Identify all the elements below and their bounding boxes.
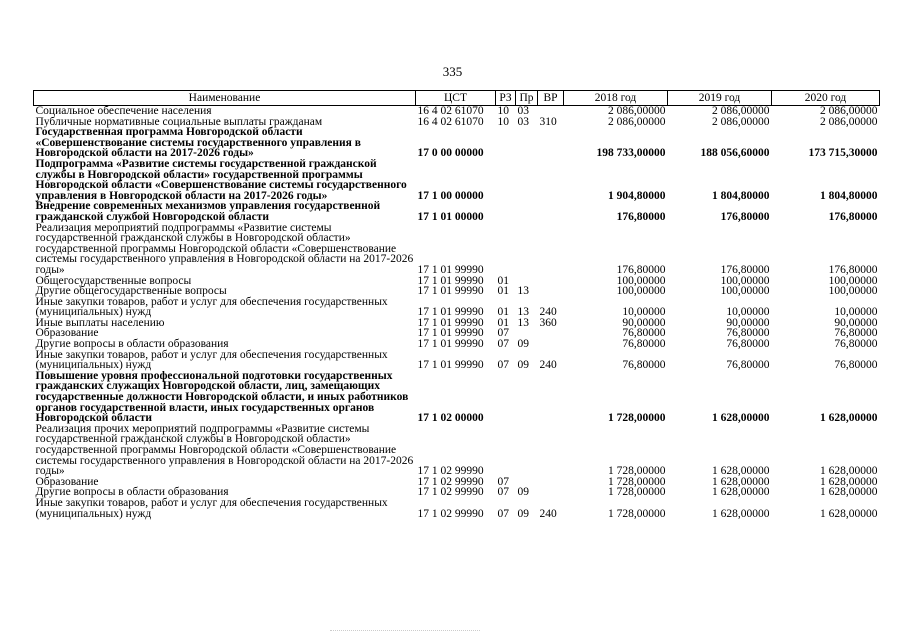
cell-name: Другие общегосударственные вопросы (35, 285, 227, 298)
table-row (34, 159, 880, 201)
cell-y2019: 176,80000 (720, 263, 770, 276)
cell-cst: 16 4 02 61070 (417, 105, 484, 117)
cell-rz: 10 (497, 105, 509, 117)
cell-rz: 07 (497, 359, 509, 372)
cell-pr (516, 371, 538, 424)
cell-y2019: 1 628,00000 (712, 412, 770, 425)
cell-y2019: 90,00000 (726, 316, 770, 329)
cell-pr: 09 (517, 486, 529, 499)
cell-cst: 17 1 01 00000 (417, 210, 484, 223)
cell-y2019: 2 086,00000 (712, 105, 770, 117)
cell-y2018: 2 086,00000 (608, 115, 666, 128)
cell-cst: 17 1 02 00000 (417, 412, 484, 425)
cell-vr: 240 (539, 507, 557, 520)
cell-rz (496, 201, 516, 222)
cell-pr: 13 (517, 306, 529, 319)
cell-y2020: 100,00000 (828, 274, 878, 287)
cell-cst: 16 4 02 61070 (417, 115, 484, 128)
cell-rz (496, 223, 516, 276)
cell-vr (538, 201, 564, 222)
cell-name: Публичные нормативные социальные выплаты гражданам (35, 115, 323, 128)
cell-rz: 01 (497, 274, 509, 287)
cell-vr (538, 487, 564, 498)
cell-y2019: 1 628,00000 (712, 475, 770, 488)
cell-name: Иные закупки товаров, работ и услуг для обеспечения государственных (муниципальных) нужд (35, 496, 388, 520)
cell-rz (496, 159, 516, 201)
cell-y2018: 90,00000 (622, 316, 666, 329)
cell-y2020: 1 628,00000 (820, 486, 878, 499)
cell-y2018: 1 728,00000 (608, 486, 666, 499)
cell-rz: 01 (497, 316, 509, 329)
cell-name: Другие вопросы в области образования (35, 486, 229, 499)
page-number: 335 (442, 64, 463, 79)
table-row (34, 127, 880, 159)
cell-vr (538, 328, 564, 339)
cell-vr (538, 424, 564, 477)
header-2019: 2019 год (668, 91, 772, 106)
cell-vr (538, 276, 564, 287)
cell-y2018: 10,00000 (622, 306, 666, 319)
header-vr: ВР (538, 91, 564, 106)
cell-cst: 17 1 02 99990 (417, 486, 484, 499)
cell-name: Социальное обеспечение населения (35, 105, 212, 117)
header-pr: Пр (516, 91, 538, 106)
cell-pr (516, 201, 538, 222)
cell-name: Повышение уровня профессиональной подготовки государственных гражданских служащих Новгородской области, лиц, замещающих государственные должности Новгородской области, и иных работников органов государственной власти, иных государственных органов Новгородской области (35, 369, 409, 425)
table-row (34, 350, 880, 371)
cell-cst: 17 1 00 00000 (417, 189, 484, 202)
scan-artifact (330, 630, 480, 633)
cell-rz: 01 (497, 285, 509, 298)
cell-y2020: 2 086,00000 (820, 115, 878, 128)
cell-y2019: 1 804,80000 (712, 189, 770, 202)
cell-y2018: 1 728,00000 (608, 475, 666, 488)
cell-name: Государственная программа Новгородской области «Совершенствование системы государственного управления в Новгородской области на 2017-2026 годы» (35, 126, 361, 160)
cell-y2019: 10,00000 (726, 306, 770, 319)
cell-y2019: 1 628,00000 (712, 465, 770, 478)
cell-y2020: 1 628,00000 (820, 465, 878, 478)
cell-y2020: 76,80000 (834, 359, 878, 372)
cell-y2019: 76,80000 (726, 327, 770, 340)
cell-name: Образование (35, 475, 99, 488)
cell-y2018: 100,00000 (616, 285, 666, 298)
cell-y2020: 90,00000 (834, 316, 878, 329)
cell-y2020: 176,80000 (828, 263, 878, 276)
cell-y2019: 188 056,60000 (700, 147, 770, 160)
cell-name: Другие вопросы в области образования (35, 338, 229, 351)
cell-vr (538, 127, 564, 159)
cell-name: Иные закупки товаров, работ и услуг для обеспечения государственных (муниципальных) нужд (35, 348, 388, 372)
cell-pr: 09 (517, 338, 529, 351)
cell-vr (538, 477, 564, 488)
cell-y2020: 10,00000 (834, 306, 878, 319)
cell-y2019: 100,00000 (720, 285, 770, 298)
header-name: Наименование (34, 91, 416, 106)
cell-y2019: 2 086,00000 (712, 115, 770, 128)
cell-name: Иные выплаты населению (35, 316, 165, 329)
cell-y2018: 1 728,00000 (608, 465, 666, 478)
cell-vr (538, 339, 564, 350)
header-cst: ЦСТ (416, 91, 496, 106)
cell-y2020: 76,80000 (834, 327, 878, 340)
cell-cst: 17 1 02 99990 (417, 465, 484, 478)
table-row (34, 201, 880, 222)
cell-vr: 310 (539, 115, 557, 128)
cell-pr (516, 223, 538, 276)
cell-pr: 03 (517, 105, 529, 117)
cell-name: Подпрограмма «Развитие системы государственной гражданской службы в Новгородской области» государственной программы Новгородской области «Совершенствование системы государственного управления в Новгородской области на 2017-2026 годы» (35, 157, 407, 202)
cell-y2018: 1 728,00000 (608, 507, 666, 520)
table-row (34, 297, 880, 318)
table-row (34, 498, 880, 519)
cell-cst: 17 1 01 99990 (417, 263, 484, 276)
header-rz: РЗ (496, 91, 516, 106)
cell-y2018: 100,00000 (616, 274, 666, 287)
cell-vr: 240 (539, 306, 557, 319)
cell-y2018: 2 086,00000 (608, 105, 666, 117)
cell-rz: 10 (497, 115, 509, 128)
cell-y2020: 1 628,00000 (820, 475, 878, 488)
cell-y2020: 1 628,00000 (820, 507, 878, 520)
cell-name: Внедрение современных механизмов управления государственной гражданской службой Новгородской области (35, 200, 381, 223)
cell-vr (538, 223, 564, 276)
cell-y2018: 176,80000 (616, 263, 666, 276)
cell-rz (496, 127, 516, 159)
cell-vr (538, 371, 564, 424)
cell-y2020: 1 804,80000 (820, 189, 878, 202)
cell-name: Общегосударственные вопросы (35, 274, 192, 287)
cell-rz (496, 371, 516, 424)
cell-y2018: 198 733,00000 (596, 147, 666, 160)
cell-rz: 07 (497, 475, 509, 488)
cell-vr: 360 (539, 316, 557, 329)
table-row (34, 223, 880, 276)
cell-rz: 07 (497, 507, 509, 520)
cell-y2018: 1 728,00000 (608, 412, 666, 425)
cell-y2018: 76,80000 (622, 338, 666, 351)
cell-pr: 03 (517, 115, 529, 128)
cell-pr: 13 (517, 316, 529, 329)
cell-pr: 09 (517, 507, 529, 520)
cell-y2020: 100,00000 (828, 285, 878, 298)
header-2018: 2018 год (564, 91, 668, 106)
cell-y2019: 176,80000 (720, 210, 770, 223)
cell-pr (516, 424, 538, 477)
cell-vr: 240 (539, 359, 557, 372)
cell-y2020: 76,80000 (834, 338, 878, 351)
cell-cst: 17 1 01 99990 (417, 316, 484, 329)
cell-y2018: 176,80000 (616, 210, 666, 223)
cell-name: Реализация мероприятий подпрограммы «Развитие системы государственной гражданской службы в Новгородской области» государственной программы Новгородской области «Совершенствование системы государственного управления в Новгородской области на 2017-2026 годы» (35, 221, 414, 276)
cell-cst: 17 1 01 99990 (417, 338, 484, 351)
budget-table (33, 90, 880, 519)
cell-rz: 07 (497, 327, 509, 340)
cell-y2018: 76,80000 (622, 327, 666, 340)
cell-cst: 17 1 01 99990 (417, 285, 484, 298)
cell-pr (516, 159, 538, 201)
table-header-row (34, 91, 880, 106)
cell-pr: 09 (517, 359, 529, 372)
cell-cst: 17 1 01 99990 (417, 306, 484, 319)
cell-pr (516, 127, 538, 159)
cell-y2019: 1 628,00000 (712, 507, 770, 520)
cell-vr (538, 286, 564, 297)
cell-y2018: 76,80000 (622, 359, 666, 372)
cell-name: Реализация прочих мероприятий подпрограммы «Развитие системы государственной гражданской службы в Новгородской области» государственной программы Новгородской области «Совершенствование системы государственного управления в Новгородской области на 2017-2026 годы» (35, 422, 414, 478)
cell-cst: 17 1 02 99990 (417, 507, 484, 520)
cell-cst: 17 1 01 99990 (417, 274, 484, 287)
cell-rz: 07 (497, 338, 509, 351)
table-row (34, 424, 880, 477)
cell-cst: 17 1 01 99990 (417, 327, 484, 340)
cell-y2019: 100,00000 (720, 274, 770, 287)
cell-y2019: 1 628,00000 (712, 486, 770, 499)
cell-name: Образование (35, 327, 99, 340)
cell-y2020: 173 715,30000 (808, 147, 878, 160)
cell-y2020: 2 086,00000 (820, 105, 878, 117)
cell-rz: 07 (497, 486, 509, 499)
cell-cst: 17 0 00 00000 (417, 147, 484, 160)
cell-vr (538, 159, 564, 201)
header-2020: 2020 год (772, 91, 880, 106)
cell-name: Иные закупки товаров, работ и услуг для обеспечения государственных (муниципальных) нужд (35, 295, 388, 319)
cell-rz: 01 (497, 306, 509, 319)
cell-cst: 17 1 02 99990 (417, 475, 484, 488)
cell-rz (496, 424, 516, 477)
cell-y2020: 1 628,00000 (820, 412, 878, 425)
cell-y2019: 76,80000 (726, 359, 770, 372)
table-row (34, 106, 880, 117)
cell-y2018: 1 904,80000 (608, 189, 666, 202)
table-row (34, 371, 880, 424)
cell-y2020: 176,80000 (828, 210, 878, 223)
cell-cst: 17 1 01 99990 (417, 359, 484, 372)
cell-vr (538, 106, 564, 117)
cell-pr: 13 (517, 285, 529, 298)
cell-y2019: 76,80000 (726, 338, 770, 351)
